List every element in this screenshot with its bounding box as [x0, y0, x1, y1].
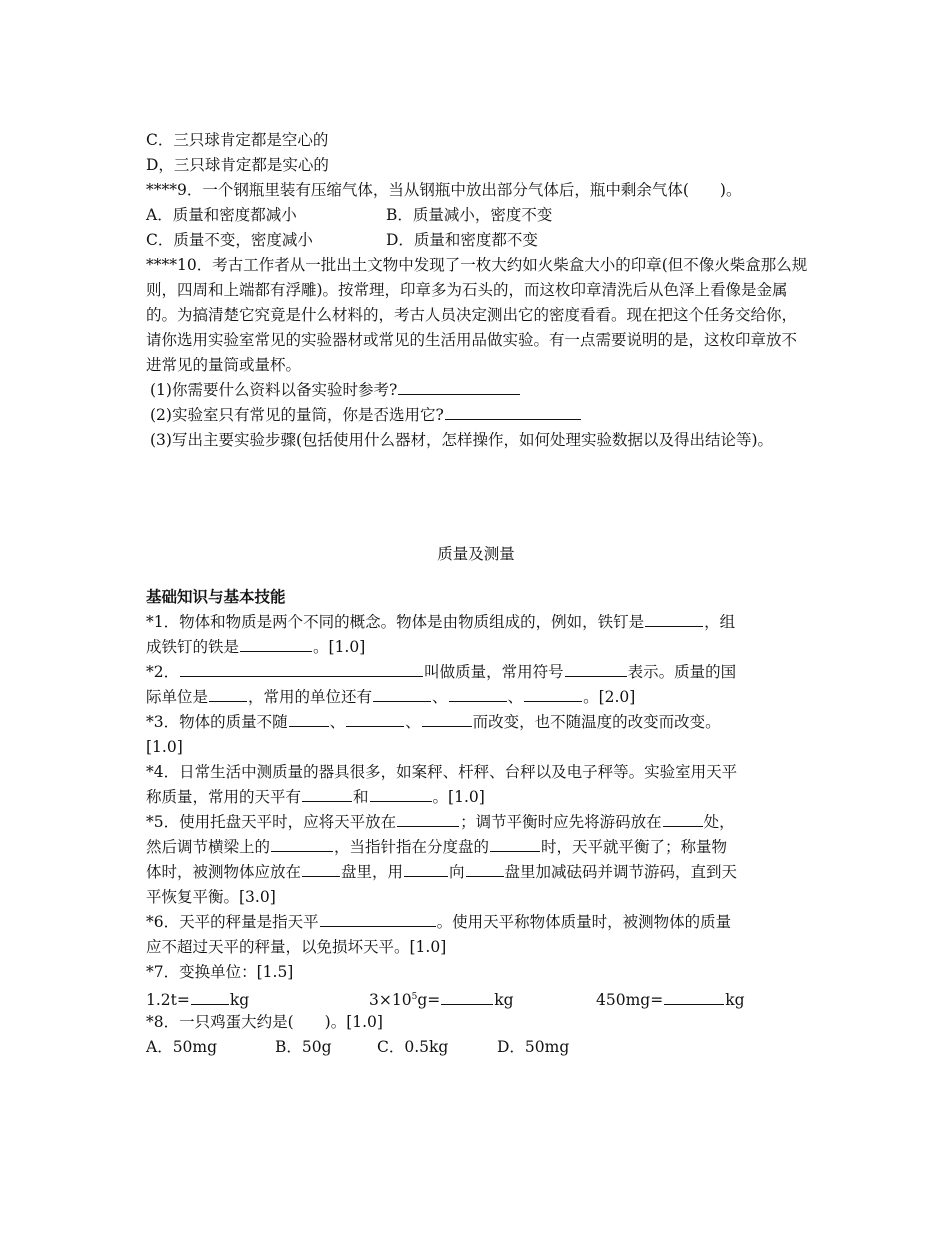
q5-line-3	[146, 860, 806, 885]
q2-text: 表示。质量的国	[627, 663, 737, 681]
q5-text: *5．使用托盘天平时，应将天平放在	[146, 813, 397, 831]
q1-text: *1．物体和物质是两个不同的概念。物体是由物质组成的，例如，铁钉是	[146, 613, 645, 631]
q8-options	[146, 1035, 806, 1060]
q2-blank-3[interactable]	[209, 686, 247, 702]
q3-text: 、	[405, 713, 421, 731]
q1-line-1	[146, 610, 806, 635]
q7-part-3	[596, 988, 745, 1013]
q2-blank-6[interactable]	[524, 686, 582, 702]
q7-line-2	[146, 985, 806, 1010]
q7-text: g=	[417, 991, 441, 1009]
q2-blank-5[interactable]	[449, 686, 507, 702]
q2-text: 、	[507, 688, 524, 706]
q3-blank-2[interactable]	[346, 711, 404, 727]
q4-text: 称质量，常用的天平有	[146, 788, 302, 806]
q10-sub-3: (3)写出主要实验步骤(包括使用什么器材，怎样操作，如何处理实验数据以及得出结论等)。	[150, 431, 774, 449]
section-heading: 基础知识与基本技能	[146, 588, 286, 606]
q8-line-1: *8．一只鸡蛋大约是( )。[1.0]	[146, 1013, 383, 1031]
document-page	[146, 128, 806, 1060]
q4-text: 和	[353, 788, 369, 806]
q5-text: 盘里加减砝码并调节游码，直到天	[504, 863, 738, 881]
q10-question: ****10．考古工作者从一批出土文物中发现了一枚大约如火柴盒大小的印章(但不像火柴盒那么规则，四周和上端都有浮雕)。按常理，印章多为石头的，而这枚印章清洗后从色泽上看像是金属的。为搞清楚它究竟是什么材料的，考古人员决定测出它的密度看看。现在把这个任务交给你，请你选用实验室常见的实验器材或常见的生活用品做实验。有一点需要说明的是，这枚印章放不进常见的量筒或量杯。	[146, 256, 808, 374]
q4-blank-2[interactable]	[370, 786, 432, 802]
q8-option-a: A．50mg	[146, 1038, 218, 1056]
q3-line-1	[146, 710, 806, 735]
q10-sub-1-text: (1)你需要什么资料以备实验时参考?	[150, 381, 398, 399]
q5-text: 时，天平就平衡了；称量物	[541, 838, 728, 856]
spacer	[146, 567, 806, 585]
q7-exponent: 5	[411, 992, 418, 1002]
q4-line-1: *4．日常生活中测质量的器具很多，如案秤、杆秤、台秤以及电子秤等。实验室用天平	[146, 763, 738, 781]
q5-line-1	[146, 810, 806, 835]
q2-text: 、	[432, 688, 448, 706]
q1-text: 成铁钉的铁是	[146, 638, 240, 656]
q7-text: 3×10	[369, 991, 412, 1009]
q3-blank-1[interactable]	[289, 711, 329, 727]
q10-sub-2-text: (2)实验室只有常见的量筒，你是否选用它?	[150, 406, 444, 424]
q2-text: *2．	[146, 663, 180, 681]
q2-text: 际单位是	[146, 688, 209, 706]
q9-options-cd	[146, 228, 806, 253]
q9-option-d: D．质量和密度都不变	[386, 231, 538, 249]
q9-option-c: C．质量不变，密度减小	[146, 231, 313, 249]
q6-text: *6．天平的秤量是指天平	[146, 913, 319, 931]
q6-line-1	[146, 910, 806, 935]
q7-blank-3[interactable]	[664, 989, 724, 1005]
q7-text: 1.2t=	[146, 991, 190, 1009]
q5-blank-3[interactable]	[271, 836, 333, 852]
q4-text: 。[1.0]	[432, 788, 485, 806]
q4-blank-1[interactable]	[302, 786, 352, 802]
q5-text: 盘里，用	[341, 863, 404, 881]
q8-option-d: D，三只球肯定都是实心的	[146, 156, 329, 174]
q2-text: 。[2.0]	[583, 688, 636, 706]
q7-text: kg	[229, 991, 250, 1009]
spacer	[146, 453, 806, 542]
q5-line-4: 平恢复平衡。[3.0]	[146, 888, 276, 906]
q2-blank-1[interactable]	[180, 661, 423, 677]
q10-sub-1	[146, 378, 806, 403]
section-title: 质量及测量	[437, 545, 515, 563]
q5-blank-2[interactable]	[663, 811, 703, 827]
q5-text: 然后调节横梁上的	[146, 838, 271, 856]
q1-blank-2[interactable]	[240, 636, 312, 652]
q2-text: 叫做质量，常用符号	[424, 663, 564, 681]
q2-blank-2[interactable]	[565, 661, 627, 677]
q7-text: 450mg=	[596, 991, 664, 1009]
q8-option-d-b: D．50mg	[497, 1038, 570, 1056]
q4-line-2	[146, 785, 806, 810]
q6-text: 。使用天平称物体质量时，被测物体的质量	[436, 913, 732, 931]
q7-line-1: *7．变换单位：[1.5]	[146, 963, 294, 981]
q5-text: ，当指针指在分度盘的	[334, 838, 490, 856]
q3-line-2: [1.0]	[146, 738, 183, 756]
q2-line-1	[146, 660, 806, 685]
q3-text: *3．物体的质量不随	[146, 713, 288, 731]
q2-line-2	[146, 685, 806, 710]
q7-blank-1[interactable]	[191, 989, 229, 1005]
q1-text: 。[1.0]	[313, 638, 366, 656]
q10-sub-2	[146, 403, 806, 428]
q5-blank-4[interactable]	[490, 836, 540, 852]
q1-blank-1[interactable]	[645, 611, 703, 627]
q3-blank-3[interactable]	[422, 711, 472, 727]
q9-question: ****9．一个钢瓶里装有压缩气体，当从钢瓶中放出部分气体后，瓶中剩余气体( )。	[146, 181, 742, 199]
q7-text: kg	[494, 991, 514, 1009]
q2-blank-4[interactable]	[373, 686, 431, 702]
q5-text: 体时，被测物体应放在	[146, 863, 302, 881]
q10-sub-2-blank[interactable]	[445, 404, 581, 420]
q5-text: 处，	[703, 813, 735, 831]
q5-blank-1[interactable]	[397, 811, 459, 827]
q7-blank-2[interactable]	[441, 989, 493, 1005]
q9-options-ab	[146, 203, 806, 228]
q9-option-b: B．质量减小，密度不变	[386, 206, 553, 224]
q2-text: ，常用的单位还有	[248, 688, 373, 706]
q1-text: ，组	[704, 613, 736, 631]
q10-sub-1-blank[interactable]	[398, 379, 520, 395]
q8-option-c: C．三只球肯定都是空心的	[146, 131, 329, 149]
q7-part-2	[369, 985, 596, 1013]
q6-blank-1[interactable]	[320, 911, 436, 927]
q8-option-b: B．50g	[275, 1038, 332, 1056]
q5-line-2	[146, 835, 806, 860]
q6-line-2: 应不超过天平的秤量，以免损坏天平。[1.0]	[146, 938, 447, 956]
q9-option-a: A．质量和密度都减小	[146, 206, 297, 224]
q5-blank-5[interactable]	[302, 861, 340, 877]
q5-blank-6[interactable]	[404, 861, 448, 877]
q8-option-c-b: C．0.5kg	[377, 1038, 449, 1056]
q7-text: kg	[725, 991, 745, 1009]
q3-text: 、	[329, 713, 346, 731]
q5-text: ；调节平衡时应先将游码放在	[460, 813, 662, 831]
q3-text: 而改变，也不随温度的改变而改变。	[472, 713, 721, 731]
q5-text: 向	[449, 863, 465, 881]
q1-line-2	[146, 635, 806, 660]
q5-blank-7[interactable]	[466, 861, 504, 877]
